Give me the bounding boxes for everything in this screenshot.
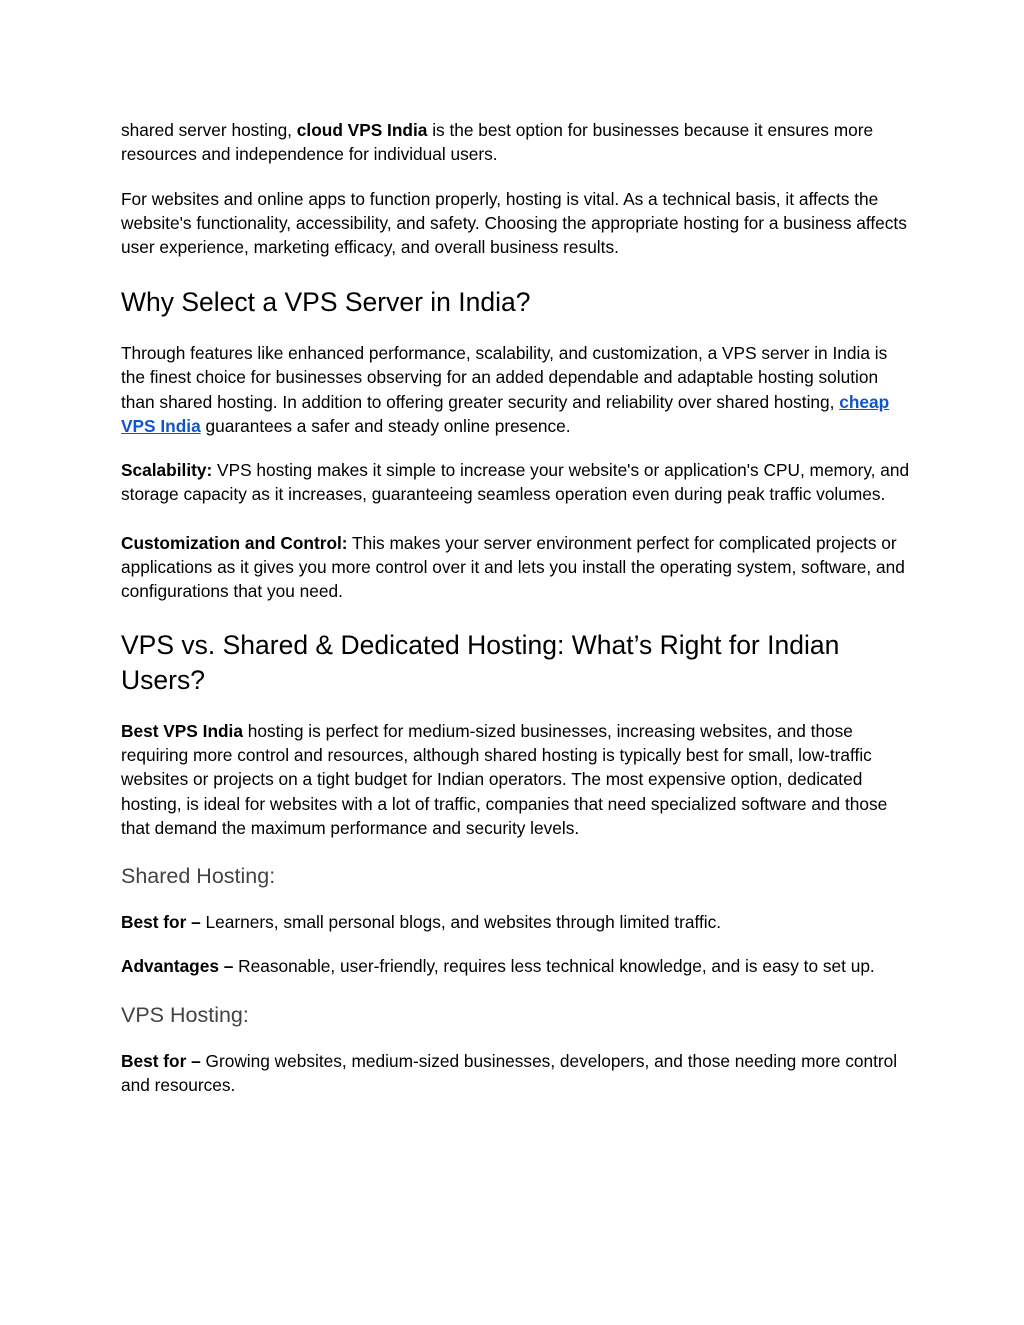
advantages-text: Reasonable, user-friendly, requires less technical knowledge, and is easy to set up. [233,956,875,977]
intro-paragraph-1 [121,118,911,167]
advantages-label: Advantages – [121,956,234,977]
intro-text: is the best option for businesses because it ensures more resources and independence for individual users. [121,120,874,165]
customization-label: Customization and Control: [121,532,348,553]
scalability-label: Scalability: [121,460,213,481]
document-page [121,118,911,1097]
shared-best-for [121,910,911,934]
intro-text: shared server hosting, [121,120,297,140]
customization-paragraph [121,531,911,604]
vs-text: hosting is perfect for medium-sized businesses, increasing websites, and those requiring more control and resources, although shared hosting is typically best for small, low-traffic websites or projects on a tight budget for Indian operators. The most expensive option, dedicated hosting, is ideal for websites with a lot of traffic, companies that need specialized software and those that demand the maximum performance and security levels. [121,720,888,838]
heading-shared-hosting: Shared Hosting: [121,864,276,889]
best-for-text: Growing websites, medium-sized businesses, developers, and those needing more control and resources. [121,1050,898,1096]
heading-why-select-vps: Why Select a VPS Server in India? [121,287,531,318]
cheap-vps-india-link[interactable]: cheap VPS India [121,391,890,436]
scalability-text: VPS hosting makes it simple to increase your website's or application's CPU, memory, and storage capacity as it increases, guaranteeing seamless operation even during peak traffic volumes. [121,460,910,505]
heading-vps-vs-shared: VPS vs. Shared & Dedicated Hosting: What’s Right for Indian Users? [121,629,840,696]
best-for-label: Best for – [121,1050,201,1071]
why-text: guarantees a safer and steady online presence. [200,415,571,436]
keyword-cloud-vps-india: cloud VPS India [296,120,428,140]
shared-advantages [121,954,911,978]
vs-paragraph [121,719,911,840]
best-for-text: Learners, small personal blogs, and websites through limited traffic. [200,912,722,933]
why-paragraph [121,341,911,438]
best-for-label: Best for – [121,912,201,933]
best-vps-india-label: Best VPS India [121,720,243,741]
heading-vps-hosting: VPS Hosting: [121,1002,249,1027]
customization-text: This makes your server environment perfect for complicated projects or applications as it gives you more control over it and lets you install the operating system, software, and configurations that you need. [121,532,905,602]
vps-best-for [121,1049,911,1098]
scalability-paragraph [121,458,911,507]
intro-paragraph-2: For websites and online apps to function properly, hosting is vital. As a technical basis, it affects the website's functionality, accessibility, and safety. Choosing the appropriate hosting for a business affects user experience, marketing efficacy, and overall business results. [121,188,907,258]
why-text: Through features like enhanced performance, scalability, and customization, a VPS server in India is the finest choice for businesses observing for an added dependable and adaptable hosting solution than shared hosting. In addition to offering greater security and reliability over shared hosting, [121,342,888,412]
